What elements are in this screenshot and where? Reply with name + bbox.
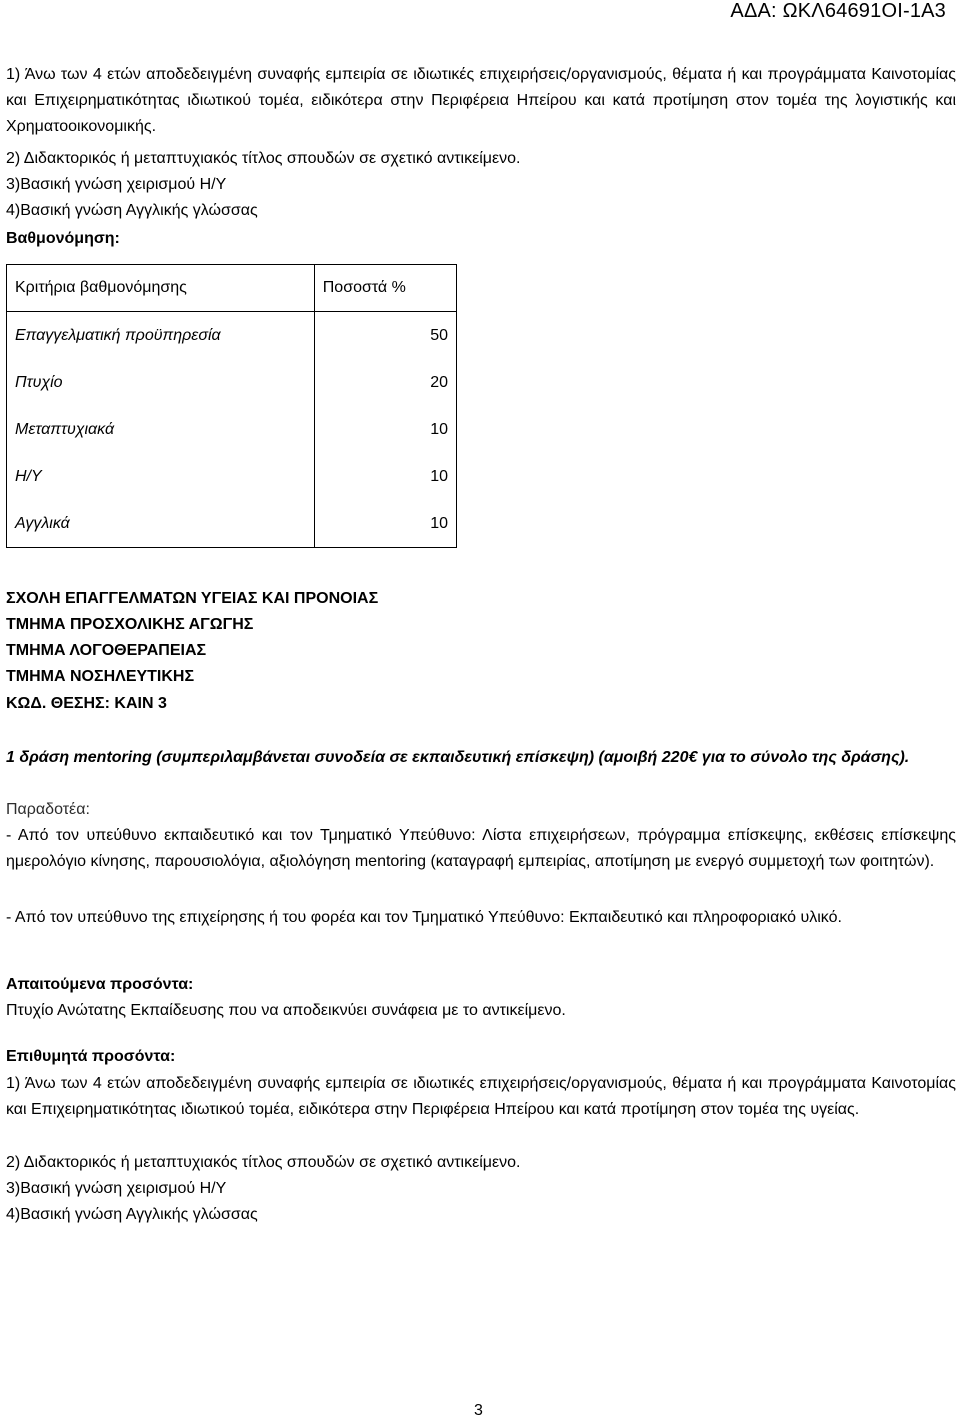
criterion-cell: Επαγγελματική προϋπηρεσία xyxy=(7,312,315,360)
percent-cell: 10 xyxy=(314,406,456,453)
criterion-cell: Η/Υ xyxy=(7,453,315,500)
required-text: Πτυχίο Ανώτατης Εκπαίδευσης που να αποδεικνύει συνάφεια με το αντικείμενο. xyxy=(6,1002,566,1019)
criterion-cell: Μεταπτυχιακά xyxy=(7,406,315,453)
deliverable-company: - Από τον υπεύθυνο της επιχείρησης ή του φορέα και τον Τμηματικό Υπεύθυνο: Εκπαιδευτικό και πληροφοριακό υλικό. xyxy=(6,909,842,926)
desired-heading: Επιθυμητά προσόντα: xyxy=(6,1048,176,1065)
table-row xyxy=(7,312,457,360)
required-heading: Απαιτούμενα προσόντα: xyxy=(6,976,194,993)
top-english-item: 4)Βασική γνώση Αγγλικής γλώσσας xyxy=(6,202,258,219)
grading-heading: Βαθμονόμηση: xyxy=(6,230,120,247)
page-number: 3 xyxy=(474,1402,483,1419)
position-code: ΚΩΔ. ΘΕΣΗΣ: ΚΑΙΝ 3 xyxy=(6,695,167,712)
criterion-cell: Αγγλικά xyxy=(7,500,315,548)
deliverables-heading: Παραδοτέα: xyxy=(6,801,90,818)
table-row xyxy=(7,359,457,406)
deliverable-educator: - Από τον υπεύθυνο εκπαιδευτικό και τον Τμηματικό Υπεύθυνο: Λίστα επιχειρήσεων, πρόγραμμα επίσκεψης, εκθέσεις επίσκεψης ημερολόγιο κίνησης, παρουσιολόγια, αξιολόγηση mentoring (καταγραφή εμπειρίας, αποτίμηση με ενεργό συμμετοχή των φοιτητών). xyxy=(6,827,956,870)
grading-header-criteria: Κριτήρια βαθμονόμησης xyxy=(7,265,315,312)
percent-cell: 10 xyxy=(314,500,456,548)
top-experience-paragraph: 1) Άνω των 4 ετών αποδεδειγμένη συναφής εμπειρία σε ιδιωτικές επιχειρήσεις/οργανισμούς, θέματα ή και προγράμματα Καινοτομίας και Επιχειρηματικότητας ιδιωτικού τομέα, ειδικότερα στην Περιφέρεια Ηπείρου και κατά προτίμηση στον τομέα της λογιστικής και Χρηματοοικονομικής. xyxy=(6,66,956,135)
table-row xyxy=(7,406,457,453)
department-speech-therapy: ΤΜΗΜΑ ΛΟΓΟΘΕΡΑΠΕΙΑΣ xyxy=(6,642,207,659)
percent-cell: 20 xyxy=(314,359,456,406)
top-degree-item: 2) Διδακτορικός ή μεταπτυχιακός τίτλος σπουδών σε σχετικό αντικείμενο. xyxy=(6,150,521,167)
criterion-cell: Πτυχίο xyxy=(7,359,315,406)
table-row xyxy=(7,500,457,548)
department-preschool: ΤΜΗΜΑ ΠΡΟΣΧΟΛΙΚΗΣ ΑΓΩΓΗΣ xyxy=(6,616,254,633)
top-computer-item: 3)Βασική γνώση χειρισμού Η/Υ xyxy=(6,176,227,193)
grading-table xyxy=(6,264,457,548)
grading-header-percent: Ποσοστά % xyxy=(314,265,456,312)
department-nursing: ΤΜΗΜΑ ΝΟΣΗΛΕΥΤΙΚΗΣ xyxy=(6,668,195,685)
grading-table-header xyxy=(7,265,457,312)
percent-cell: 10 xyxy=(314,453,456,500)
desired-english-item: 4)Βασική γνώση Αγγλικής γλώσσας xyxy=(6,1206,258,1223)
desired-experience-paragraph: 1) Άνω των 4 ετών αποδεδειγμένη συναφής εμπειρία σε ιδιωτικές επιχειρήσεις/οργανισμούς, θέματα ή και προγράμματα Καινοτομίας και Επιχειρηματικότητας ιδιωτικού τομέα, ειδικότερα στην Περιφέρεια Ηπείρου και κατά προτίμηση στον τομέα της υγείας. xyxy=(6,1075,956,1118)
action-title: 1 δράση mentoring (συμπεριλαμβάνεται συνοδεία σε εκπαιδευτική επίσκεψη) (αμοιβή 220€ για το σύνολο της δράσης). xyxy=(6,749,910,766)
ada-code: ΑΔΑ: ΩΚΛ64691ΟΙ-1Α3 xyxy=(730,0,946,22)
table-row xyxy=(7,453,457,500)
desired-degree-item: 2) Διδακτορικός ή μεταπτυχιακός τίτλος σπουδών σε σχετικό αντικείμενο. xyxy=(6,1154,521,1171)
school-name: ΣΧΟΛΗ ΕΠΑΓΓΕΛΜΑΤΩΝ ΥΓΕΙΑΣ ΚΑΙ ΠΡΟΝΟΙΑΣ xyxy=(6,590,379,607)
percent-cell: 50 xyxy=(314,312,456,360)
desired-computer-item: 3)Βασική γνώση χειρισμού Η/Υ xyxy=(6,1180,227,1197)
